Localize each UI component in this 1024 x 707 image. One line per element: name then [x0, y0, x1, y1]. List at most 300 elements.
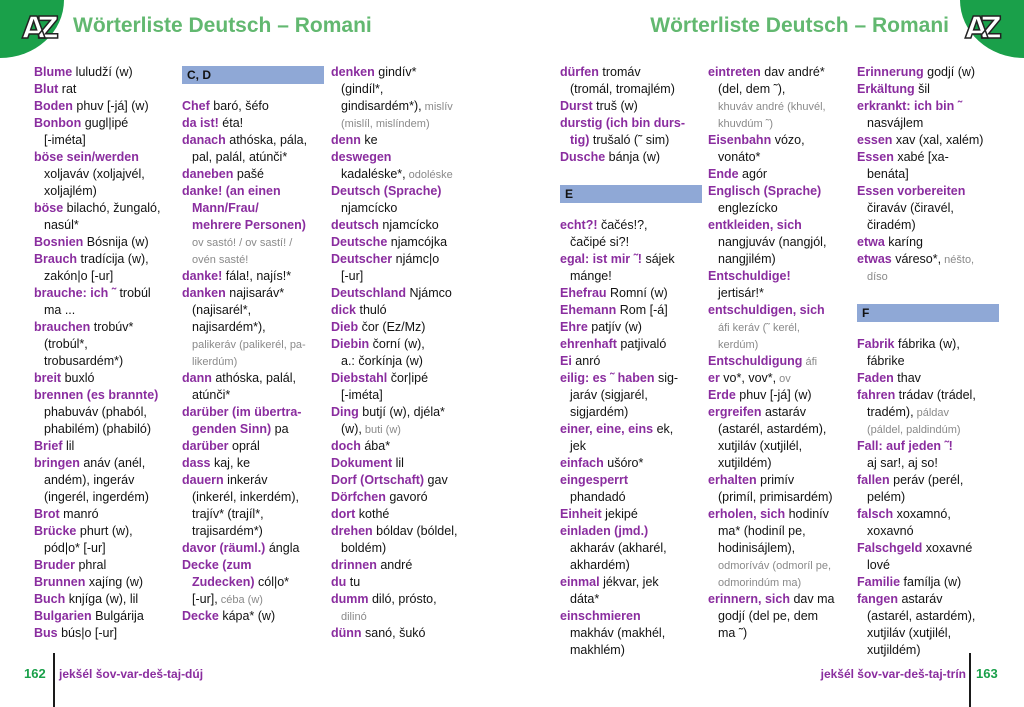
headword: Fabrik — [857, 337, 895, 351]
translation-text: tu — [346, 575, 361, 589]
entry-continuation — [857, 115, 999, 132]
translation-text: gindisardém*), — [341, 99, 422, 113]
headword: darüber (im übertra- — [182, 405, 302, 419]
translation-text: ma ˜) — [718, 626, 748, 640]
entry-line — [708, 591, 850, 608]
entry-line — [34, 557, 176, 574]
entry-continuation — [560, 642, 702, 659]
entry-line — [182, 404, 324, 421]
headword: Deutsch (Sprache) — [331, 184, 442, 198]
translation-text: bóldav (bóldel, — [372, 524, 458, 538]
entry-line — [331, 149, 473, 166]
translation-text: gav — [424, 473, 448, 487]
headword: Entschuldige! — [708, 269, 791, 283]
entry-line — [560, 217, 702, 234]
entry-line — [708, 472, 850, 489]
entry-line — [331, 404, 473, 421]
entry-line — [708, 506, 850, 523]
entry-continuation — [857, 200, 999, 217]
translation-text: knjíga (w), lil — [65, 592, 139, 606]
translation-text: zakón|o [-ur] — [44, 269, 114, 283]
translation-text: Bulgárija — [91, 609, 144, 623]
headword: Bosnien — [34, 235, 84, 249]
entry-line — [857, 336, 999, 353]
entry-line — [857, 183, 999, 200]
translation-text: (primíl, primisardém) — [718, 490, 833, 504]
headword: entschuldigen, sich — [708, 303, 825, 317]
variant-text: díso — [867, 271, 888, 283]
variant-text: dilinó — [341, 611, 367, 623]
entry-line — [182, 217, 324, 234]
entry-line — [857, 438, 999, 455]
entry-line — [331, 523, 473, 540]
translation-text: famílja (w) — [900, 575, 962, 589]
section-header: F — [857, 304, 999, 322]
headword: falsch — [857, 507, 894, 521]
headword: Bulgarien — [34, 609, 92, 623]
translation-text: čačipé si?! — [570, 235, 630, 249]
translation-text: trobúl — [115, 286, 151, 300]
translation-text: bús|o [-ur] — [57, 626, 118, 640]
headword: Erkältung — [857, 82, 915, 96]
entry-continuation — [708, 234, 850, 251]
headword: Faden — [857, 371, 894, 385]
translation-text: aj sar!, aj so! — [867, 456, 938, 470]
headword: entkleiden, sich — [708, 218, 802, 232]
entry-continuation — [560, 404, 702, 421]
variant-text: áfi keráv (˜ kerél, — [718, 322, 800, 334]
variant-text: ovén sasté! — [192, 254, 249, 266]
entry-line — [331, 285, 473, 302]
entry-line — [708, 268, 850, 285]
translation-text: nangjilém) — [718, 252, 776, 266]
entry-continuation — [331, 353, 473, 370]
entry-continuation — [708, 574, 850, 591]
headword: er — [708, 371, 720, 385]
headword: Essen — [857, 150, 894, 164]
entry-continuation — [182, 523, 324, 540]
translation-text: (astarél, astardém), — [718, 422, 827, 436]
entry-continuation — [857, 217, 999, 234]
headword: da ist! — [182, 116, 219, 130]
translation-text: xutjiláv (xutjilél, — [867, 626, 952, 640]
translation-text: trušaló (˜ sim) — [589, 133, 670, 147]
headword: danken — [182, 286, 226, 300]
headword: Ei — [560, 354, 572, 368]
entry-line — [182, 472, 324, 489]
headword: erholen, sich — [708, 507, 786, 521]
variant-text: likerdúm) — [192, 356, 238, 368]
translation-text: benáta] — [867, 167, 909, 181]
entry-line — [708, 132, 850, 149]
translation-text: [-iméta] — [341, 388, 383, 402]
headword: Fall: auf jeden ˜! — [857, 439, 953, 453]
page-number-word-right: jekšél šov-var-deš-taj-trín — [820, 667, 966, 681]
headword: breit — [34, 371, 62, 385]
translation-text: njámc|o — [392, 252, 440, 266]
translation-text: bánja (w) — [605, 150, 661, 164]
translation-text: najisaráv* — [225, 286, 285, 300]
headword: Brief — [34, 439, 63, 453]
entry-line — [331, 574, 473, 591]
translation-text: kápa* (w) — [218, 609, 276, 623]
headword: Entschuldigung — [708, 354, 803, 368]
entry-line — [857, 574, 999, 591]
translation-text: patjív (w) — [587, 320, 642, 334]
translation-text: thuló — [356, 303, 387, 317]
entry-continuation — [560, 591, 702, 608]
page-number-left: 162 — [24, 666, 46, 681]
translation-text: [-ur] — [341, 269, 364, 283]
headword: erhalten — [708, 473, 757, 487]
entry-continuation — [708, 625, 850, 642]
translation-text: éta! — [218, 116, 244, 130]
headword: fahren — [857, 388, 896, 402]
headword: Ding — [331, 405, 359, 419]
entry-line — [34, 285, 176, 302]
entry-line — [331, 183, 473, 200]
translation-text: čor (Ez/Mz) — [358, 320, 426, 334]
translation-text: diló, prósto, — [368, 592, 437, 606]
headword: Ehemann — [560, 303, 617, 317]
entry-continuation — [857, 421, 999, 438]
translation-text: phuv [-já] (w) — [735, 388, 812, 402]
headword: drinnen — [331, 558, 377, 572]
headword: Bus — [34, 626, 58, 640]
entry-line — [182, 268, 324, 285]
entry-continuation — [708, 540, 850, 557]
entry-line — [857, 234, 999, 251]
translation-text: jertisár!* — [718, 286, 764, 300]
translation-text: trajisardém*) — [192, 524, 263, 538]
entry-continuation — [182, 149, 324, 166]
entry-continuation — [331, 268, 473, 285]
headword: tig) — [570, 133, 590, 147]
headword: Eisenbahn — [708, 133, 772, 147]
translation-text: ušóro* — [603, 456, 644, 470]
translation-text: xav (xal, xalém) — [892, 133, 984, 147]
translation-text: truš (w) — [592, 99, 638, 113]
entry-continuation — [331, 387, 473, 404]
headword: eingesperrt — [560, 473, 629, 487]
headword: darüber — [182, 439, 229, 453]
entry-continuation — [857, 557, 999, 574]
translation-text: sigjardém) — [570, 405, 629, 419]
translation-text: čiradém) — [867, 218, 916, 232]
entry-line — [857, 132, 999, 149]
translation-text: najisardém*), — [192, 320, 266, 334]
entry-line — [331, 557, 473, 574]
translation-text: šil — [914, 82, 930, 96]
entry-line — [857, 591, 999, 608]
headword: Blume — [34, 65, 73, 79]
entry-continuation — [34, 489, 176, 506]
translation-text: hodinív — [785, 507, 829, 521]
entry-continuation — [182, 251, 324, 268]
headword: danke! (an einen — [182, 184, 281, 198]
translation-text: váreso*, — [891, 252, 942, 266]
translation-text: astaráv — [897, 592, 943, 606]
translation-text: vózo, — [771, 133, 805, 147]
headword: danke! — [182, 269, 223, 283]
entry-line — [331, 251, 473, 268]
dictionary-column-1 — [34, 64, 176, 642]
entry-line — [857, 506, 999, 523]
translation-text: dáta* — [570, 592, 600, 606]
headword: dort — [331, 507, 356, 521]
entry-continuation — [708, 115, 850, 132]
variant-text: kerdúm) — [718, 339, 759, 351]
entry-continuation — [34, 132, 176, 149]
translation-text: ába* — [360, 439, 391, 453]
translation-text: xutjiláv (xutjilél, — [718, 439, 803, 453]
az-logo-icon: AZ — [965, 11, 994, 46]
translation-text: andré — [376, 558, 413, 572]
headword: du — [331, 575, 347, 589]
entry-continuation — [708, 523, 850, 540]
headword: Brot — [34, 507, 60, 521]
translation-text: nasúl* — [44, 218, 79, 232]
entry-line — [182, 608, 324, 625]
variant-text: páldav — [913, 407, 950, 419]
translation-text: godjí (del pe, dem — [718, 609, 819, 623]
entry-line — [857, 251, 999, 268]
headword: eintreten — [708, 65, 761, 79]
headword: böse sein/werden — [34, 150, 139, 164]
headword: echt?! — [560, 218, 598, 232]
headword: Deutscher — [331, 252, 393, 266]
entry-continuation — [182, 591, 324, 608]
entry-continuation — [34, 404, 176, 421]
translation-text: (gindíl*, — [341, 82, 384, 96]
entry-continuation — [560, 438, 702, 455]
headword: Einheit — [560, 507, 602, 521]
translation-text: xabé [xa- — [893, 150, 949, 164]
translation-text: nasvájlem — [867, 116, 924, 130]
translation-text: makháv (makhél, — [570, 626, 666, 640]
translation-text: njamcójka — [387, 235, 448, 249]
entry-line — [560, 523, 702, 540]
translation-text: phuv [-já] (w) — [72, 99, 149, 113]
variant-text: ov sastó! / ov sastí! / — [192, 237, 293, 249]
headword: Brunnen — [34, 575, 86, 589]
translation-text: phurt (w), — [76, 524, 133, 538]
translation-text: vonáto* — [718, 150, 761, 164]
entry-line — [331, 64, 473, 81]
headword: etwas — [857, 252, 892, 266]
translation-text: ke — [360, 133, 378, 147]
entry-continuation — [708, 251, 850, 268]
headword: Dieb — [331, 320, 359, 334]
dictionary-column-6 — [857, 64, 999, 659]
entry-continuation — [857, 625, 999, 642]
translation-text: athóska, pála, — [225, 133, 308, 147]
variant-text: odoléske — [405, 169, 453, 181]
headword: einer, eine, eins — [560, 422, 654, 436]
entry-line — [708, 404, 850, 421]
translation-text: trobusardém*) — [44, 354, 124, 368]
translation-text: oprál — [228, 439, 260, 453]
entry-line — [182, 285, 324, 302]
entry-line — [331, 132, 473, 149]
entry-line — [331, 438, 473, 455]
translation-text: xajíng (w) — [85, 575, 144, 589]
headword: drehen — [331, 524, 373, 538]
page-title-left: Wörterliste Deutsch – Romani — [73, 14, 372, 37]
headword: Ehefrau — [560, 286, 607, 300]
entry-continuation — [560, 489, 702, 506]
entry-line — [34, 591, 176, 608]
headword: dann — [182, 371, 212, 385]
entry-line — [34, 234, 176, 251]
translation-text: tromáv — [598, 65, 641, 79]
entry-continuation — [560, 268, 702, 285]
entry-continuation — [34, 183, 176, 200]
entry-line — [34, 438, 176, 455]
entry-continuation — [857, 166, 999, 183]
headword: Boden — [34, 99, 73, 113]
translation-text: akharáv (akharél, — [570, 541, 667, 555]
entry-continuation — [182, 302, 324, 319]
headword: dick — [331, 303, 357, 317]
entry-line — [34, 64, 176, 81]
entry-line — [182, 421, 324, 438]
headword: Dörfchen — [331, 490, 386, 504]
entry-line — [857, 64, 999, 81]
headword: einladen (jmd.) — [560, 524, 649, 538]
entry-line — [182, 370, 324, 387]
headword: Bruder — [34, 558, 75, 572]
headword: Dorf (Ortschaft) — [331, 473, 425, 487]
entry-continuation — [331, 98, 473, 115]
headword: bringen — [34, 456, 80, 470]
entry-line — [34, 370, 176, 387]
entry-line — [560, 455, 702, 472]
headword: davor (räuml.) — [182, 541, 266, 555]
entry-continuation — [857, 489, 999, 506]
translation-text: anáv (anél, — [79, 456, 146, 470]
entry-continuation — [182, 234, 324, 251]
entry-continuation — [560, 166, 702, 183]
translation-text: gavoró — [385, 490, 428, 504]
dictionary-column-3 — [331, 64, 473, 642]
entry-line — [182, 98, 324, 115]
headword: daneben — [182, 167, 234, 181]
headword: Familie — [857, 575, 901, 589]
headword: fallen — [857, 473, 890, 487]
translation-text: trobúv* — [90, 320, 134, 334]
translation-text: Romní (w) — [606, 286, 668, 300]
entry-line — [34, 319, 176, 336]
entry-continuation — [331, 166, 473, 183]
entry-line — [331, 217, 473, 234]
translation-text: makhlém) — [570, 643, 625, 657]
translation-text: thav — [893, 371, 921, 385]
entry-line — [34, 523, 176, 540]
translation-text: jaráv (sigjarél, — [570, 388, 648, 402]
translation-text: phral — [74, 558, 107, 572]
entry-continuation — [34, 421, 176, 438]
entry-line — [34, 387, 176, 404]
headword: fangen — [857, 592, 898, 606]
translation-text: kaj, ke — [210, 456, 251, 470]
entry-continuation — [182, 319, 324, 336]
headword: doch — [331, 439, 361, 453]
headword: erkrankt: ich bin ˜ — [857, 99, 962, 113]
translation-text: phabilém) (phabiló) — [44, 422, 152, 436]
translation-text: čor|ipé — [387, 371, 429, 385]
headword: denn — [331, 133, 361, 147]
translation-text: bilachó, žungaló, — [63, 201, 161, 215]
entry-line — [34, 455, 176, 472]
translation-text: atúnči* — [192, 388, 231, 402]
translation-text: jékvar, jek — [599, 575, 659, 589]
entry-continuation — [182, 387, 324, 404]
headword: Englisch (Sprache) — [708, 184, 822, 198]
entry-line — [708, 302, 850, 319]
entry-line — [560, 370, 702, 387]
entry-continuation — [560, 81, 702, 98]
variant-text: khuvdúm ˜) — [718, 118, 774, 130]
translation-text: dav ma — [789, 592, 835, 606]
headword: Diebstahl — [331, 371, 388, 385]
entry-continuation — [34, 302, 176, 319]
entry-line — [331, 336, 473, 353]
headword: Essen vorbereiten — [857, 184, 966, 198]
variant-text: néšto, — [941, 254, 975, 266]
headword: Decke — [182, 609, 219, 623]
headword: Blut — [34, 82, 59, 96]
dictionary-column-4 — [560, 64, 702, 659]
entry-line — [560, 421, 702, 438]
entry-continuation — [34, 268, 176, 285]
entry-line — [34, 149, 176, 166]
translation-text: čačés!?, — [597, 218, 648, 232]
translation-text: čorní (w), — [369, 337, 425, 351]
headword: Erde — [708, 388, 736, 402]
entry-line — [331, 370, 473, 387]
entry-line — [182, 540, 324, 557]
translation-text: fála!, najís!* — [222, 269, 292, 283]
entry-line — [34, 251, 176, 268]
entry-line — [857, 81, 999, 98]
variant-text: (páldel, paldindúm) — [867, 424, 961, 436]
headword: Ende — [708, 167, 739, 181]
entry-continuation — [182, 353, 324, 370]
translation-text: jekipé — [601, 507, 638, 521]
variant-text: (mislíl, mislíndem) — [341, 118, 430, 130]
translation-text: vo*, vov*, — [719, 371, 777, 385]
headword: brennen (es brannte) — [34, 388, 159, 402]
entry-line — [708, 353, 850, 370]
entry-continuation — [857, 353, 999, 370]
headword: durstig (ich bin durs- — [560, 116, 685, 130]
translation-text: sanó, šukó — [361, 626, 426, 640]
headword: mehrere Personen) — [192, 218, 306, 232]
entry-line — [708, 64, 850, 81]
entry-line — [331, 591, 473, 608]
headword: böse — [34, 201, 64, 215]
entry-line — [34, 98, 176, 115]
variant-text: odmorindúm ma) — [718, 577, 802, 589]
translation-text: xoxavnó — [867, 524, 914, 538]
page-number-word-left: jekšél šov-var-deš-taj-dúj — [59, 667, 204, 681]
translation-text: akhardém) — [570, 558, 630, 572]
headword: dass — [182, 456, 211, 470]
entry-line — [560, 115, 702, 132]
headword: Dokument — [331, 456, 393, 470]
entry-line — [857, 472, 999, 489]
